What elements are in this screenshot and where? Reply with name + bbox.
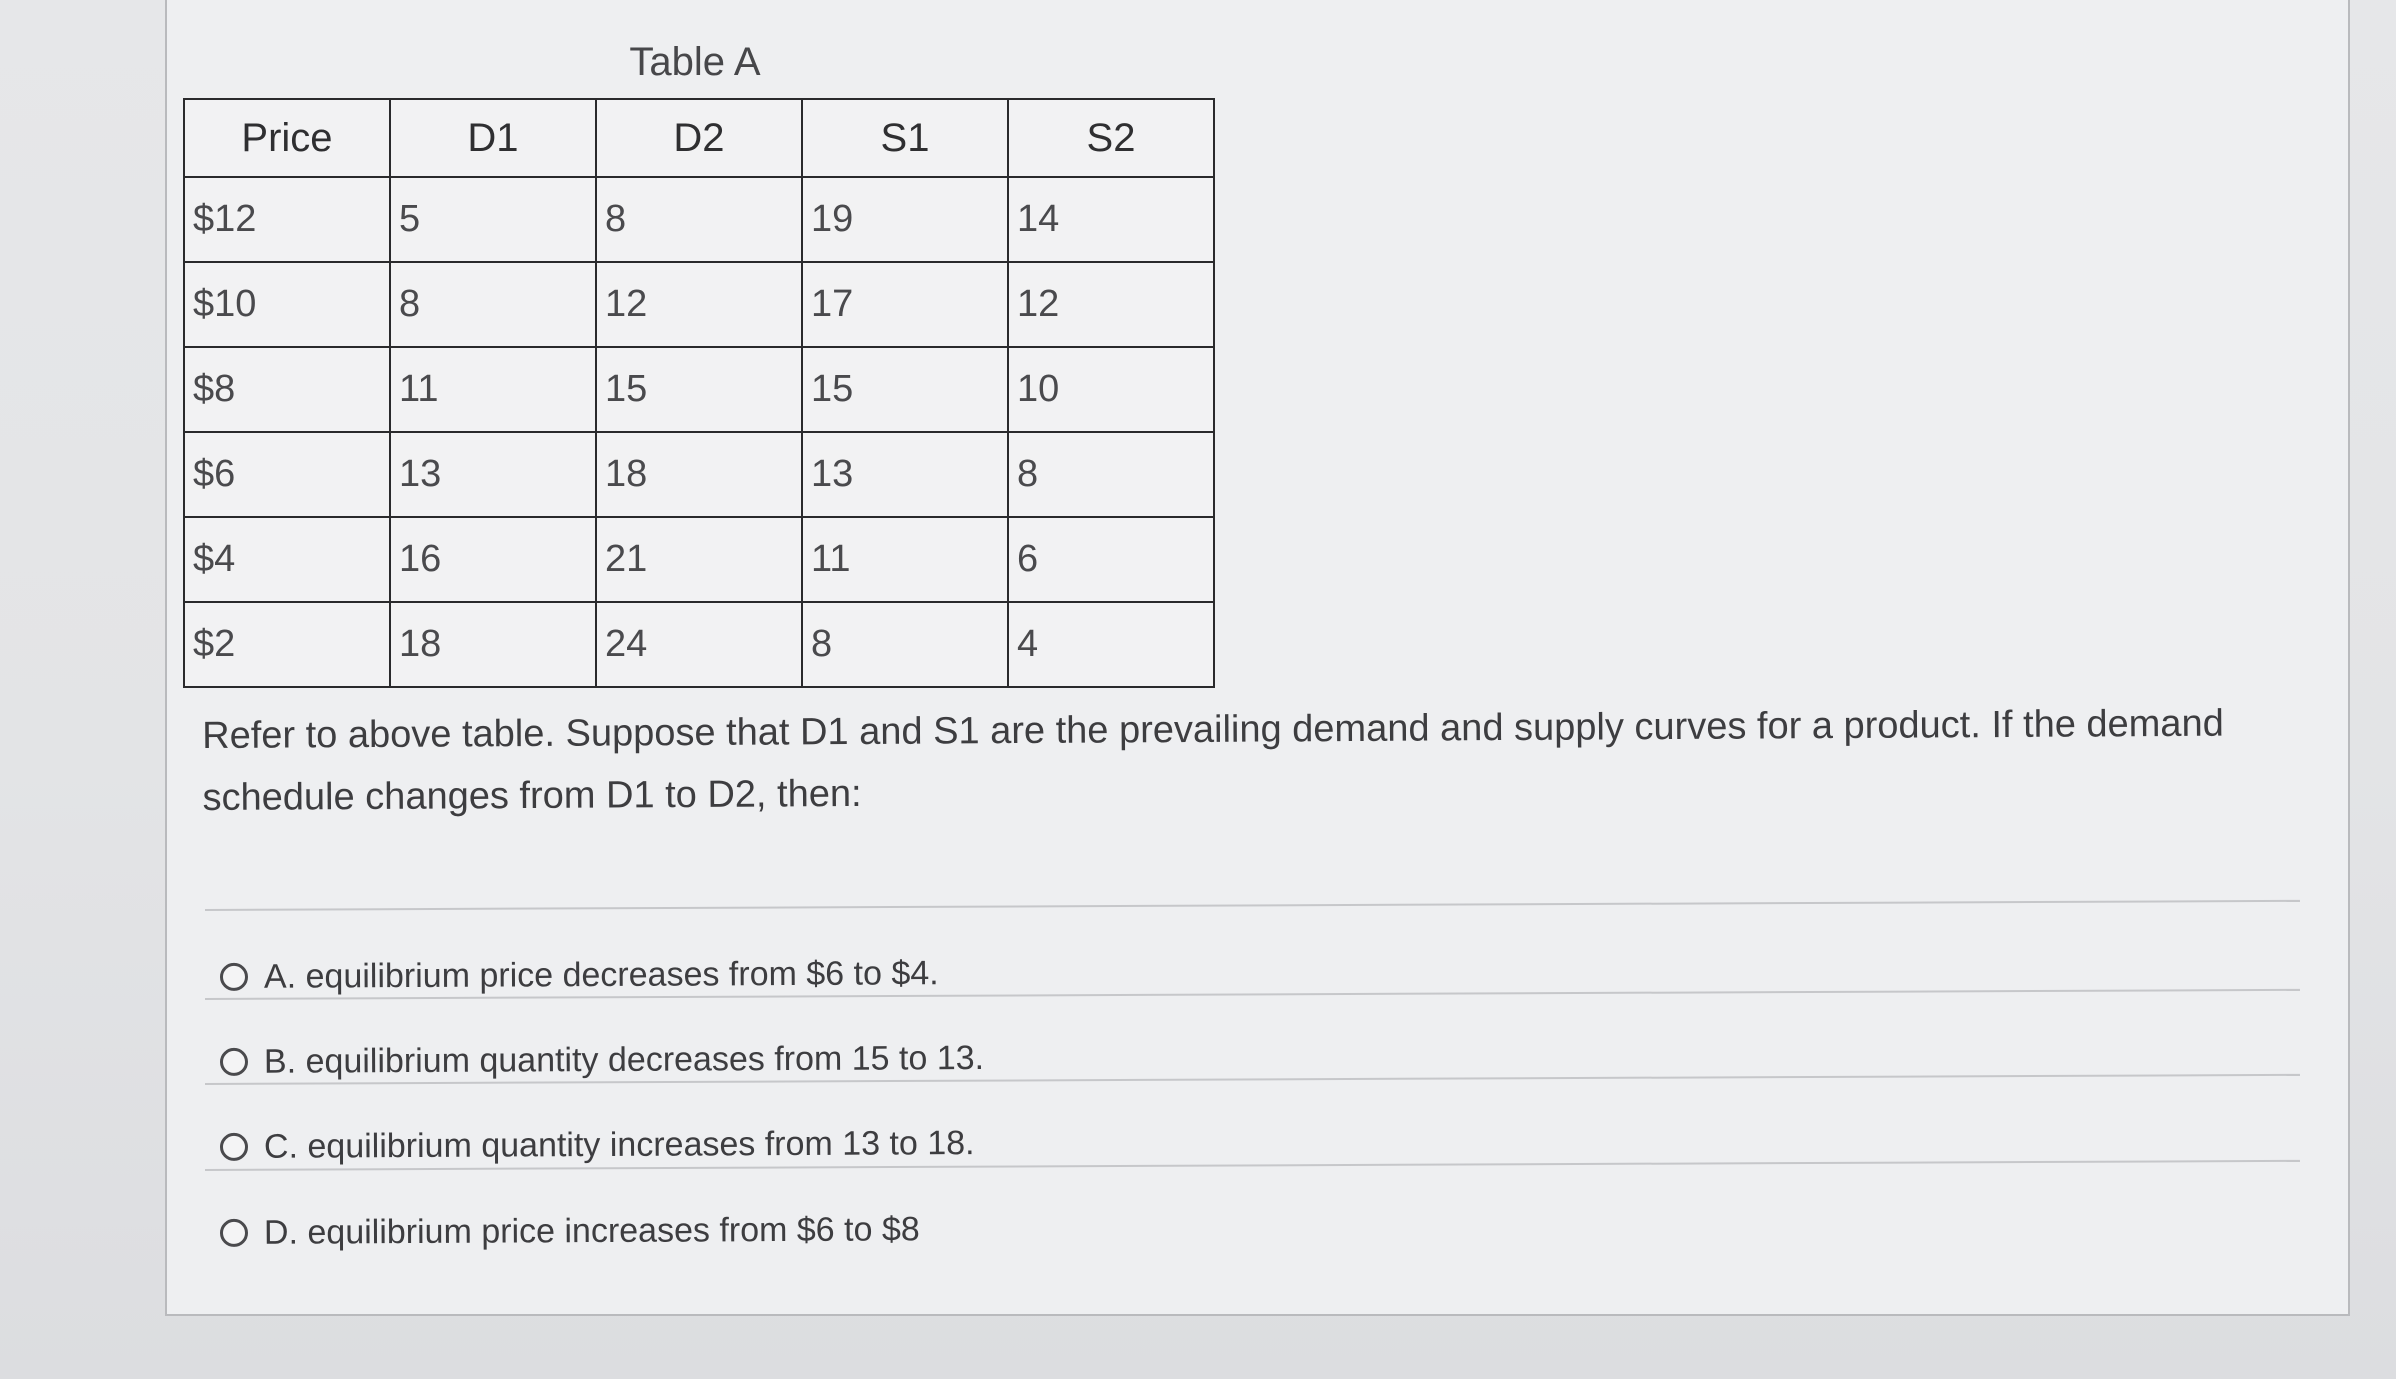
price-cell: $8 (184, 347, 390, 432)
header-s2: S2 (1008, 99, 1214, 177)
option-b[interactable] (220, 1033, 984, 1087)
table-caption: Table A (629, 40, 761, 84)
header-s1: S1 (802, 99, 1008, 177)
table-row (184, 177, 1214, 262)
d2-cell: 21 (596, 517, 802, 602)
s2-cell: 6 (1008, 517, 1214, 602)
d2-cell: 24 (596, 602, 802, 687)
s1-cell: 11 (802, 517, 1008, 602)
option-a[interactable] (220, 948, 939, 1002)
table-row (184, 347, 1214, 432)
price-cell: $2 (184, 602, 390, 687)
s1-cell: 15 (802, 347, 1008, 432)
s1-cell: 8 (802, 602, 1008, 687)
s2-cell: 10 (1008, 347, 1214, 432)
radio-button-icon[interactable] (220, 1048, 248, 1076)
s2-cell: 12 (1008, 262, 1214, 347)
price-cell: $12 (184, 177, 390, 262)
header-d1: D1 (390, 99, 596, 177)
table-row (184, 432, 1214, 517)
d1-cell: 5 (390, 177, 596, 262)
option-label: C. equilibrium quantity increases from 13 to 18. (263, 1123, 975, 1166)
table-row (184, 262, 1214, 347)
option-label: D. equilibrium price increases from $6 to $8 (263, 1209, 920, 1252)
option-label: B. equilibrium quantity decreases from 15 to 13. (263, 1038, 985, 1081)
header-d2: D2 (596, 99, 802, 177)
supply-demand-table (183, 98, 1215, 688)
d2-cell: 15 (596, 347, 802, 432)
d2-cell: 12 (596, 262, 802, 347)
s1-cell: 17 (802, 262, 1008, 347)
price-cell: $6 (184, 432, 390, 517)
d1-cell: 13 (390, 432, 596, 517)
option-label: A. equilibrium price decreases from $6 to $4. (263, 953, 939, 996)
table-row (184, 517, 1214, 602)
header-price: Price (184, 99, 390, 177)
s2-cell: 4 (1008, 602, 1214, 687)
s1-cell: 13 (802, 432, 1008, 517)
d1-cell: 16 (390, 517, 596, 602)
d2-cell: 8 (596, 177, 802, 262)
d1-cell: 11 (390, 347, 596, 432)
radio-button-icon[interactable] (220, 963, 248, 991)
d1-cell: 8 (390, 262, 596, 347)
option-d[interactable] (220, 1204, 920, 1258)
s2-cell: 8 (1008, 432, 1214, 517)
price-cell: $10 (184, 262, 390, 347)
price-cell: $4 (184, 517, 390, 602)
option-c[interactable] (220, 1118, 975, 1172)
d1-cell: 18 (390, 602, 596, 687)
table-header-row (184, 99, 1214, 177)
radio-button-icon[interactable] (220, 1133, 248, 1161)
d2-cell: 18 (596, 432, 802, 517)
table-row (184, 602, 1214, 687)
s1-cell: 19 (802, 177, 1008, 262)
question-text: Refer to above table. Suppose that D1 and S1 are the prevailing demand and supply curves for a product. If the demand schedule changes from D1 to D2, then: (202, 702, 2224, 819)
radio-button-icon[interactable] (220, 1219, 248, 1247)
s2-cell: 14 (1008, 177, 1214, 262)
